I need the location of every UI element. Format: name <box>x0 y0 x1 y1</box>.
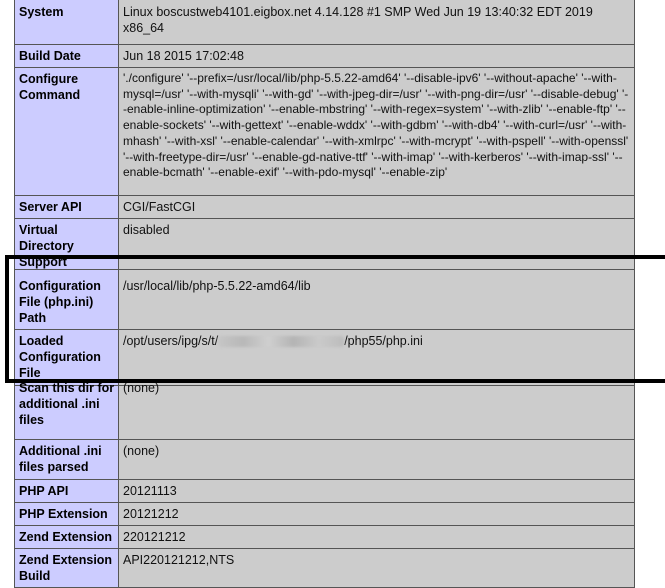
row-value: Linux boscustweb4101.eigbox.net 4.14.128 #1 SMP Wed Jun 19 13:40:32 EDT 2019 x86_64 <box>119 0 635 45</box>
table-row-scan-dir <box>15 386 635 440</box>
loaded-config-path-prefix: /opt/users/ipg/s/t/ <box>123 334 219 348</box>
row-key: PHP API <box>15 480 119 503</box>
row-key: Configuration File (php.ini) Path <box>15 270 119 330</box>
row-key: Zend Extension Build <box>15 549 119 588</box>
table-row-server-api <box>15 196 635 219</box>
row-key: System <box>15 0 119 45</box>
row-key <box>15 381 119 440</box>
table-row-config-file-path <box>15 270 635 330</box>
table-row-zend-extension-build <box>15 549 635 588</box>
row-key: Zend Extension <box>15 526 119 549</box>
table-row-php-extension <box>15 503 635 526</box>
row-key-clip <box>19 380 115 429</box>
row-key: Loaded Configuration File <box>15 330 119 386</box>
row-key: PHP Extension <box>15 503 119 526</box>
table-row-loaded-config-file <box>15 330 635 386</box>
table-row-zend-extension <box>15 526 635 549</box>
row-key <box>15 219 119 270</box>
row-value: './configure' '--prefix=/usr/local/lib/php-5.5.22-amd64' '--disable-ipv6' '--without-apache' '--with-mysql=/usr' '--with-mysqli' '--with-gd' '--with-jpeg-dir=/usr' '--with-png-dir=/usr' '--disable-debug' '--enable-inline-optimization' '--enable-mbstring' '--with-regex=system' '--with-zlib' '--enable-ftp' '--enable-sockets' '--with-gettext' '--enable-wddx' '--with-gdbm' '--with-db4' '--with-curl=/usr' '--with-mhash' '--with-xsl' '--enable-calendar' '--with-xmlrpc' '--with-mcrypt' '--with-pspell' '--with-openssl' '--with-freetype-dir=/usr' '--enable-gd-native-ttf' '--with-imap' '--with-kerberos' '--with-imap-ssl' '--enable-bcmath' '--enable-exif' '--with-pdo-mysql' '--enable-zip' <box>119 68 635 196</box>
row-key-clip <box>19 222 115 269</box>
row-key-text: Virtual Directory Support <box>19 223 74 269</box>
row-key: Additional .ini files parsed <box>15 440 119 480</box>
redacted-path-segment <box>218 336 344 347</box>
table-row-additional-ini <box>15 440 635 480</box>
row-value <box>119 381 635 440</box>
row-value: /usr/local/lib/php-5.5.22-amd64/lib <box>119 270 635 330</box>
phpinfo-table <box>14 0 635 588</box>
row-value: 20121212 <box>119 503 635 526</box>
row-value <box>119 330 635 386</box>
table-row-build-date <box>15 45 635 68</box>
table-row-configure-command <box>15 68 635 196</box>
row-key: Build Date <box>15 45 119 68</box>
row-value: 20121113 <box>119 480 635 503</box>
row-value-clip <box>123 380 631 429</box>
row-key: Configure Command <box>15 68 119 196</box>
table-row-system <box>15 0 635 45</box>
table-row-virtual-directory <box>15 219 635 270</box>
row-value: API220121212,NTS <box>119 549 635 588</box>
row-value-text: (none) <box>123 381 160 395</box>
row-value: CGI/FastCGI <box>119 196 635 219</box>
row-value: Jun 18 2015 17:02:48 <box>119 45 635 68</box>
row-value: disabled <box>119 219 635 270</box>
row-key: Server API <box>15 196 119 219</box>
loaded-config-path-suffix: /php55/php.ini <box>344 334 423 348</box>
row-key-text: Scan this dir for additional .ini files <box>19 381 115 427</box>
table-row-php-api <box>15 480 635 503</box>
row-value: 220121212 <box>119 526 635 549</box>
row-value: (none) <box>119 440 635 480</box>
